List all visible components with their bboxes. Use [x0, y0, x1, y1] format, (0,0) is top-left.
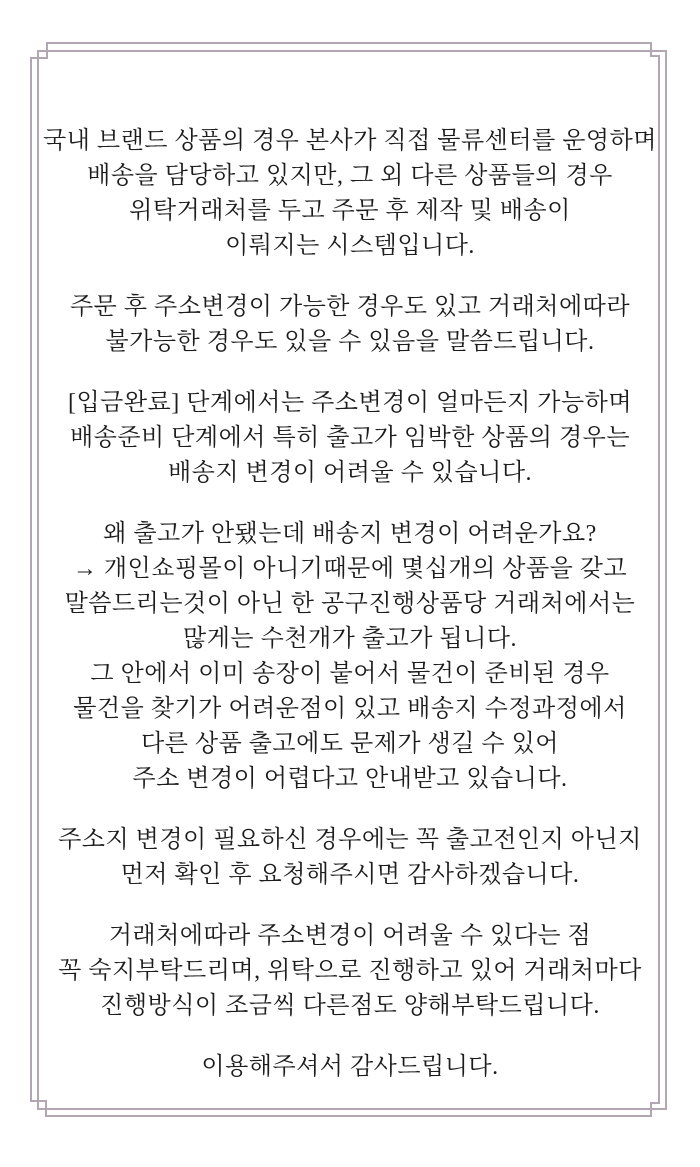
text-line: 배송준비 단계에서 특히 출고가 임박한 상품의 경우는 [69, 425, 631, 451]
text-line: 그 안에서 이미 송장이 붙어서 물건이 준비된 경우 [90, 661, 610, 687]
text-line: 다른 상품 출고에도 문제가 생길 수 있어 [141, 731, 559, 757]
text-line: 이뤄지는 시스템입니다. [225, 233, 475, 259]
notice-text-block [40, 98, 660, 1085]
text-line: 위탁거래처를 두고 주문 후 제작 및 배송이 [129, 198, 571, 224]
text-line: 배송지 변경이 어려울 수 있습니다. [167, 460, 533, 486]
text-line: 주소지 변경이 필요하신 경우에는 꼭 출고전인지 아닌지 [58, 827, 642, 853]
text-line: 주소 변경이 어렵다고 안내받고 있습니다. [132, 766, 568, 792]
text-line: 이용해주셔서 감사드립니다. [201, 1054, 499, 1080]
text-line: 꼭 숙지부탁드리며, 위탁으로 진행하고 있어 거래처마다 [58, 958, 642, 984]
text-line: 불가능한 경우도 있을 수 있음을 말씀드립니다. [105, 329, 595, 355]
text-line: 국내 브랜드 상품의 경우 본사가 직접 물류센터를 운영하며 [43, 128, 657, 154]
text-line: → 개인쇼핑몰이 아니기때문에 몇십개의 상품을 갖고 [72, 556, 628, 582]
text-line: 배송을 담당하고 있지만, 그 외 다른 상품들의 경우 [87, 163, 613, 189]
text-line: 먼저 확인 후 요청해주시면 감사하겠습니다. [120, 862, 580, 888]
text-line: 물건을 찾기가 어려운점이 있고 배송지 수정과정에서 [73, 696, 627, 722]
text-line: 왜 출고가 안됐는데 배송지 변경이 어려운가요? [103, 521, 597, 547]
text-line: 주문 후 주소변경이 가능한 경우도 있고 거래처에따라 [69, 294, 631, 320]
text-line: 거래처에따라 주소변경이 어려울 수 있다는 점 [108, 923, 592, 949]
text-line: [입금완료] 단계에서는 주소변경이 얼마든지 가능하며 [67, 390, 633, 416]
text-line: 말씀드리는것이 아닌 한 공구진행상품당 거래처에서는 [64, 591, 636, 617]
text-line: 진행방식이 조금씩 다른점도 양해부탁드립니다. [100, 993, 600, 1019]
text-line: 많게는 수천개가 출고가 됩니다. [183, 626, 517, 652]
